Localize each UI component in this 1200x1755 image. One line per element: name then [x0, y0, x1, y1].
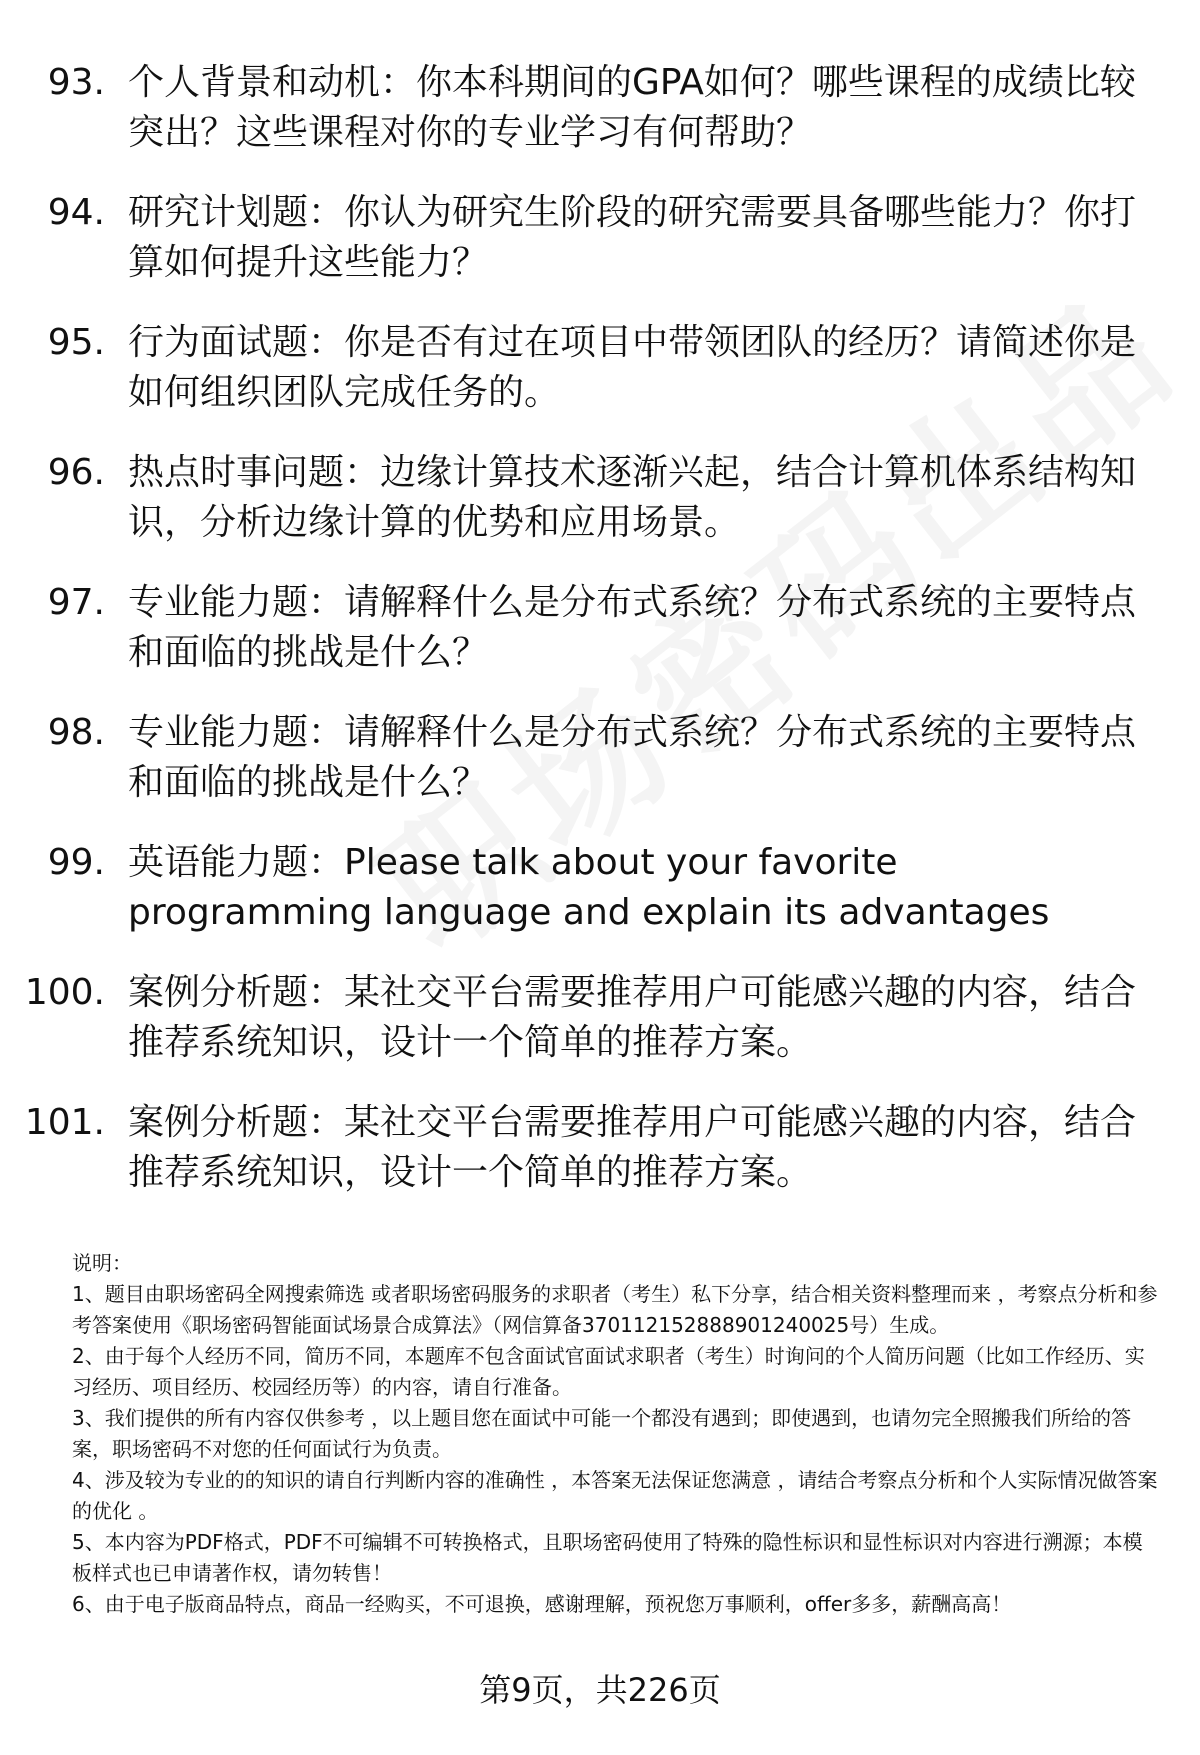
note-item: 3、我们提供的所有内容仅供参考 ，以上题目您在面试中可能一个都没有遇到；即使遇到，也请勿完全照搬我们所给的答案，职场密码不对您的任何面试行为负责。 [72, 1406, 1132, 1461]
question-item [0, 188, 1200, 318]
question-item [0, 838, 1200, 968]
question-number: 97. [47, 582, 105, 623]
question-text: 行为面试题：你是否有过在项目中带领团队的经历？请简述你是如何组织团队完成任务的。 [128, 322, 1137, 413]
question-number: 98. [47, 712, 105, 753]
note-item: 6、由于电子版商品特点，商品一经购买，不可退换，感谢理解，预祝您万事顺利，offer多多，薪酬高高！ [72, 1592, 1012, 1616]
question-text: 研究计划题：你认为研究生阶段的研究需要具备哪些能力？你打算如何提升这些能力？ [128, 192, 1137, 283]
page-number: 第9页，共226页 [479, 1671, 721, 1709]
question-list [0, 58, 1200, 1228]
question-number: 99. [47, 842, 105, 883]
question-text: 个人背景和动机：你本科期间的GPA如何？哪些课程的成绩比较突出？这些课程对你的专业学习有何帮助？ [128, 62, 1136, 153]
question-item [0, 578, 1200, 708]
notes-section [72, 1248, 1162, 1620]
note-item: 1、题目由职场密码全网搜索筛选 或者职场密码服务的求职者（考生）私下分享，结合相关资料整理而来 ，考察点分析和参考答案使用《职场密码智能面试场景合成算法》（网信算备370112152888901240025号）生成。 [72, 1282, 1158, 1337]
question-text: 专业能力题：请解释什么是分布式系统？分布式系统的主要特点和面临的挑战是什么？ [128, 582, 1137, 673]
question-text: 案例分析题：某社交平台需要推荐用户可能感兴趣的内容，结合推荐系统知识，设计一个简单的推荐方案。 [128, 972, 1137, 1063]
question-text: 热点时事问题：边缘计算技术逐渐兴起，结合计算机体系结构知识，分析边缘计算的优势和应用场景。 [128, 452, 1137, 543]
notes-title: 说明： [72, 1251, 132, 1275]
question-item [0, 968, 1200, 1098]
note-item: 2、由于每个人经历不同，简历不同，本题库不包含面试官面试求职者（考生）时询问的个人简历问题（比如工作经历、实习经历、项目经历、校园经历等）的内容，请自行准备。 [72, 1344, 1145, 1399]
question-text: 英语能力题：Please talk about your favorite programming language and explain its advantages [128, 842, 1050, 933]
note-item: 5、本内容为PDF格式，PDF不可编辑不可转换格式，且职场密码使用了特殊的隐性标识和显性标识对内容进行溯源；本模板样式也已申请著作权，请勿转售！ [72, 1530, 1143, 1585]
question-item [0, 318, 1200, 448]
question-number: 94. [47, 192, 105, 233]
question-text: 专业能力题：请解释什么是分布式系统？分布式系统的主要特点和面临的挑战是什么？ [128, 712, 1137, 803]
question-number: 100. [24, 972, 105, 1013]
question-item [0, 448, 1200, 578]
question-number: 95. [47, 322, 105, 363]
question-item [0, 1098, 1200, 1228]
question-number: 96. [47, 452, 105, 493]
question-text: 案例分析题：某社交平台需要推荐用户可能感兴趣的内容，结合推荐系统知识，设计一个简单的推荐方案。 [128, 1102, 1137, 1193]
question-item [0, 58, 1200, 188]
question-number: 101. [24, 1102, 105, 1143]
note-item: 4、涉及较为专业的的知识的请自行判断内容的准确性 ，本答案无法保证您满意 ，请结合考察点分析和个人实际情况做答案的优化 。 [72, 1468, 1158, 1523]
question-number: 93. [47, 62, 105, 103]
question-item [0, 708, 1200, 838]
